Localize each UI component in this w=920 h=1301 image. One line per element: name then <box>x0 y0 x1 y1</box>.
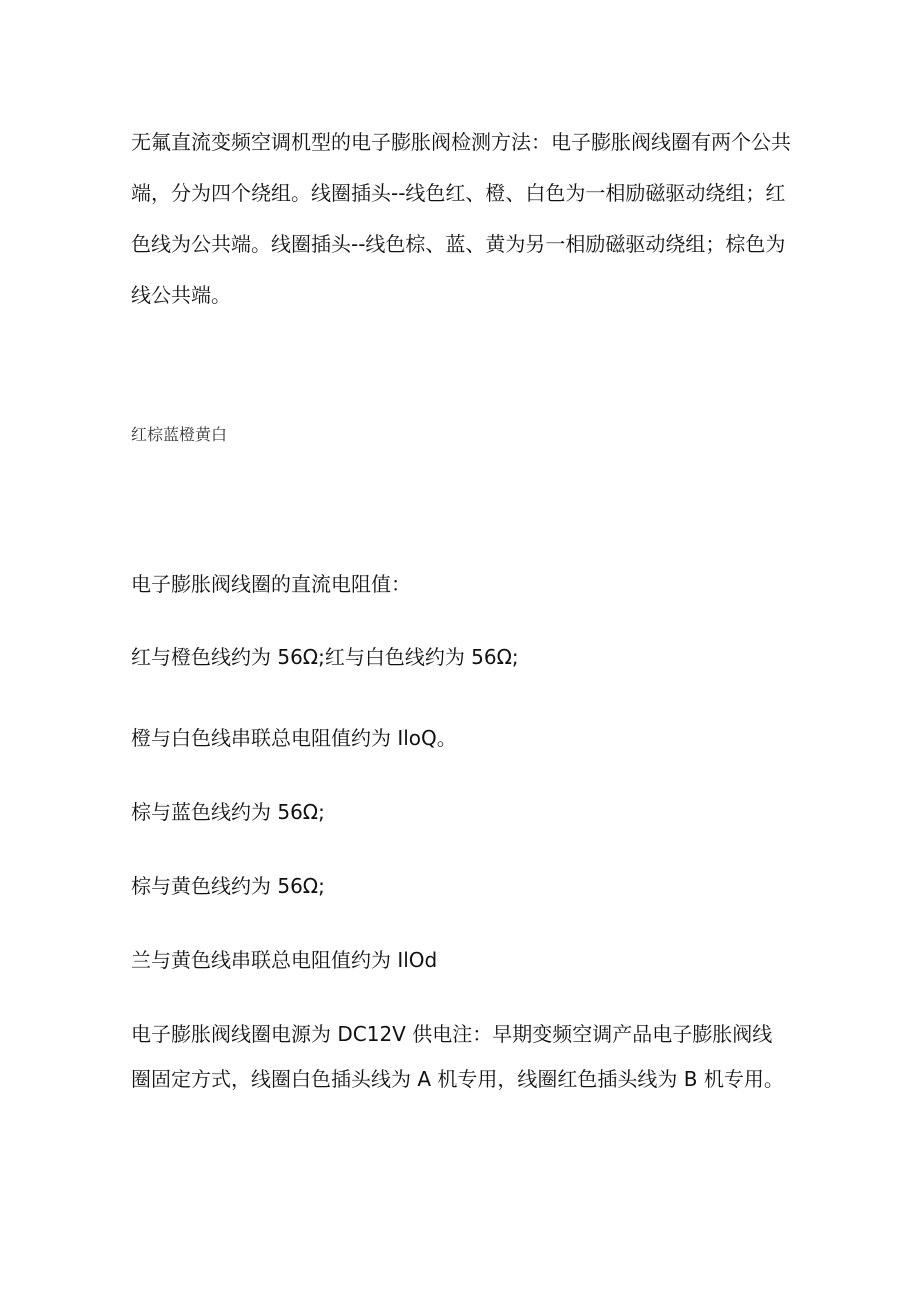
power-note-paragraph: 电子膨胀阀线圈电源为 DC12V 供电注：早期变频空调产品电子膨胀阀线圈固定方式，线圈白色插头线为 A 机专用，线圈红色插头线为 B 机专用。 <box>131 1022 784 1091</box>
resistance-line: 红与橙色线约为 56Ω;红与白色线约为 56Ω; <box>131 645 519 669</box>
resistance-line: 兰与黄色线串联总电阻值约为 IlOd <box>131 948 438 972</box>
resistance-line: 棕与蓝色线约为 56Ω; <box>131 800 325 824</box>
intro-paragraph: 无氟直流变频空调机型的电子膨胀阀检测方法：电子膨胀阀线圈有两个公共端，分为四个绕组。线圈插头--线色红、橙、白色为一相励磁驱动绕组；红色线为公共端。线圈插头--线色棕、蓝、黄为另一相励磁驱动绕组；棕色为线公共端。 <box>131 130 791 307</box>
resistance-heading: 电子膨胀阀线圈的直流电阻值： <box>131 572 411 596</box>
resistance-line: 橙与白色线串联总电阻值约为 IloQ。 <box>131 726 457 750</box>
wire-color-caption: 红棕蓝橙黄白 <box>131 425 228 444</box>
resistance-line: 棕与黄色线约为 56Ω; <box>131 874 325 898</box>
